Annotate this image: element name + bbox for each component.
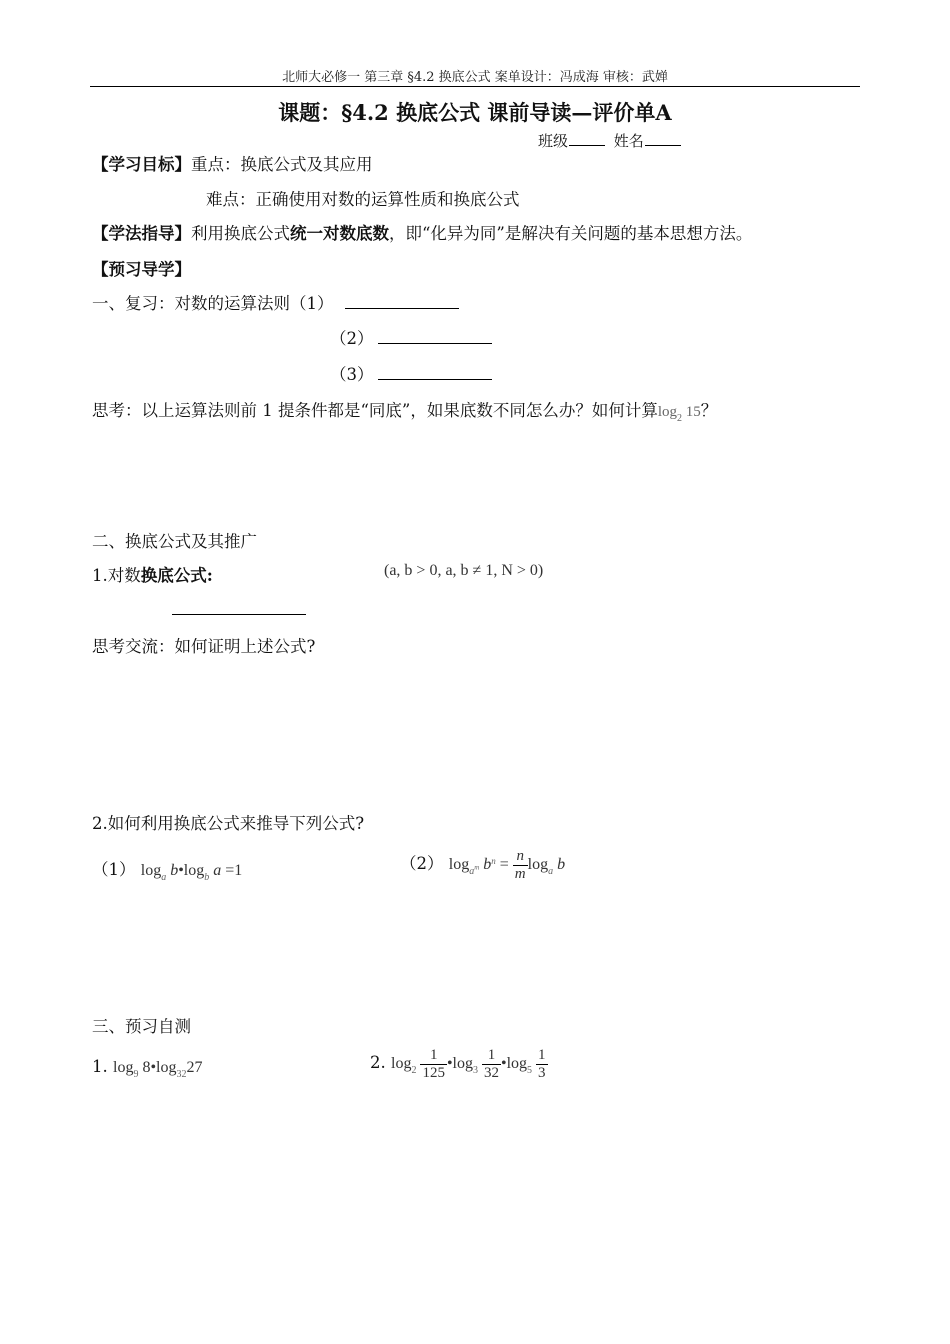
document-header: 北师大必修一 第三章 §4.2 换底公式 案单设计：冯成海 审核：武婵: [282, 70, 668, 85]
review-heading: 一、复习：对数的运算法则（1）: [92, 294, 334, 313]
formula-bold: 换底公式:: [140, 566, 213, 585]
rule2-line: [330, 325, 492, 349]
section3-heading: 三、预习自测: [92, 1017, 191, 1036]
goals-keypoint-line: [92, 151, 373, 175]
rule2-blank[interactable]: [378, 327, 492, 344]
quiz-2-expr: $\log_2$ $\frac{1}{125}$ $•\log_3$ $\frac{1}{32}$ $•\log_5$ $\frac{1}{3}$: [391, 1047, 546, 1081]
formula-1: [92, 856, 242, 883]
formula-1-label: （1）: [92, 860, 136, 879]
name-label: 姓名: [613, 132, 644, 150]
class-label: 班级: [538, 132, 569, 150]
formula-blank[interactable]: [172, 596, 306, 615]
quiz-1: [92, 1057, 203, 1080]
class-blank[interactable]: [569, 131, 605, 146]
formula-2-expr: $\log_{a^m} b^n$ = $\frac{n}{m}$ $\log_a b$: [448, 848, 566, 882]
formula-condition: (a, b > 0, a, b ≠ 1, N > 0): [384, 562, 544, 579]
rule2-label: （2）: [330, 329, 374, 348]
method-after: ，即“化异为同”是解决有关问题的基本思想方法。: [389, 224, 753, 243]
think-end: ？: [700, 401, 718, 420]
rule3-blank[interactable]: [378, 363, 492, 380]
name-blank[interactable]: [645, 131, 681, 146]
class-name-line: [538, 130, 685, 151]
think-question: [92, 397, 717, 424]
method-line: [92, 220, 752, 244]
section2-heading: 二、换底公式及其推广: [92, 532, 257, 551]
preview-label: 【预习导学】: [92, 260, 191, 279]
formula-1-expr: $\log_a$ $b•\log_b$ a =1: [140, 862, 243, 883]
derive-question: 2.如何利用换底公式来推导下列公式?: [92, 814, 365, 833]
quiz-2-label: 2.: [370, 1053, 386, 1073]
think-text: 思考：以上运算法则前 1 提条件都是“同底”，如果底数不同怎么办？如何计算: [92, 401, 658, 420]
header-rule: [90, 86, 860, 87]
goals-difficulty: 难点：正确使用对数的运算性质和换底公式: [206, 190, 520, 209]
rule3-label: （3）: [330, 365, 374, 384]
method-label: 【学法指导】: [92, 224, 191, 243]
rule1-blank[interactable]: [345, 292, 459, 309]
quiz-2: [370, 1047, 548, 1082]
page-title: 课题：§4.2 换底公式 课前导读—评价单A: [278, 100, 672, 125]
quiz-1-label: 1.: [92, 1057, 108, 1076]
method-before: 利用换底公式: [191, 224, 290, 243]
proof-question: 思考交流：如何证明上述公式?: [92, 637, 316, 656]
formula-2-label: （2）: [400, 854, 444, 874]
goals-keypoint: 重点：换底公式及其应用: [191, 155, 373, 174]
review-heading-line: [92, 290, 459, 314]
formula-pre: 1.对数: [92, 566, 141, 585]
rule3-line: [330, 361, 492, 385]
log2-15-expr: $\log_2 15$: [657, 404, 701, 424]
base-change-label: [92, 562, 213, 586]
method-bold: 统一对数底数: [290, 224, 389, 243]
formula-2: [400, 848, 565, 883]
quiz-1-expr: $\log_9$ $8•\log_{32}27$: [113, 1059, 203, 1080]
goals-label: 【学习目标】: [92, 155, 191, 174]
